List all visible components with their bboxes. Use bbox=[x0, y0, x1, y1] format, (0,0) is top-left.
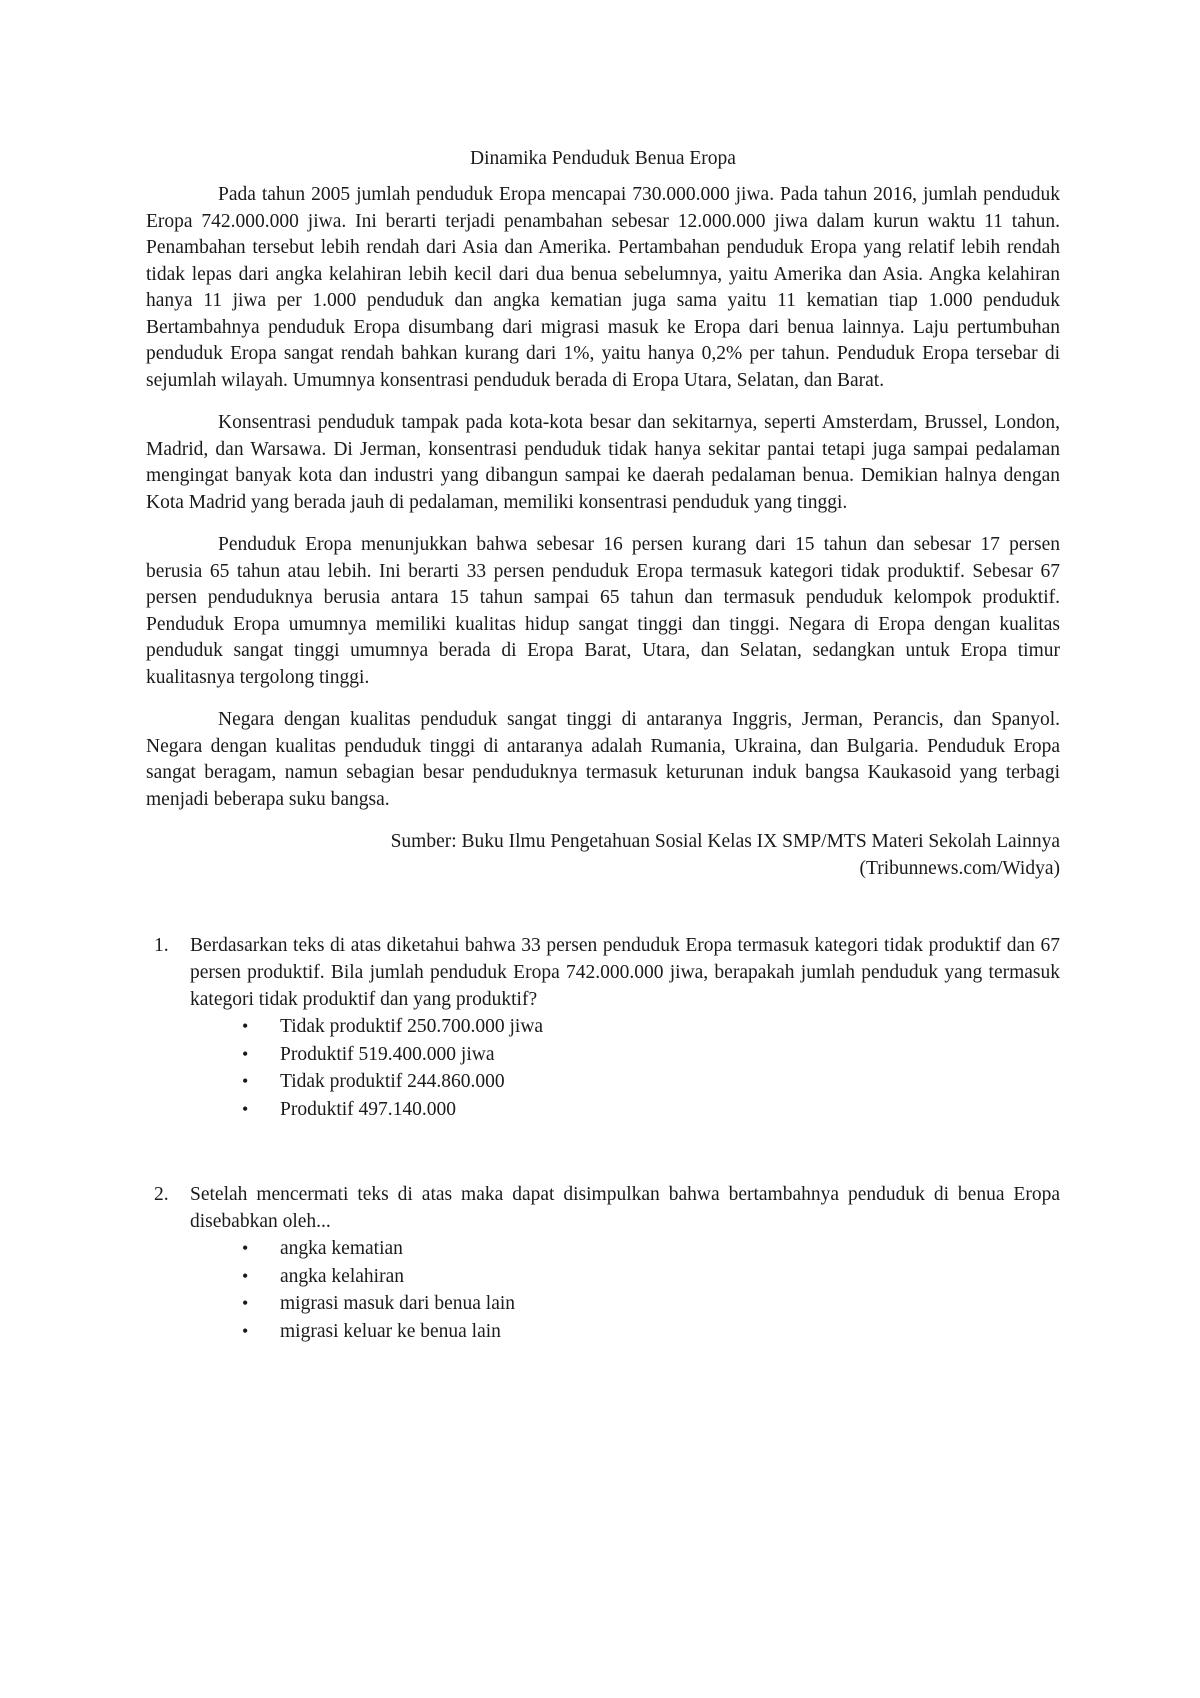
option-label: Tidak produktif 244.860.000 bbox=[280, 1071, 505, 1092]
question-text: Berdasarkan teks di atas diketahui bahwa 33 persen penduduk Eropa termasuk kategori tidak produktif dan 67 persen produktif. Bila jumlah penduduk Eropa 742.000.000 jiwa, berapakah jumlah penduduk yang termasuk kategori tidak produktif dan yang produktif? bbox=[190, 935, 1060, 1010]
source-line-2: (Tribunnews.com/Widya) bbox=[859, 857, 1060, 879]
question-number: 2. bbox=[154, 1184, 169, 1205]
bullet-icon: • bbox=[242, 1016, 249, 1036]
option-item bbox=[236, 1096, 1060, 1124]
option-label: Produktif 519.400.000 jiwa bbox=[280, 1043, 495, 1065]
option-label: Produktif 497.140.000 bbox=[280, 1098, 457, 1120]
option-item bbox=[236, 1318, 1060, 1346]
source-citation bbox=[146, 829, 1060, 882]
option-list bbox=[190, 1235, 1060, 1345]
question-1 bbox=[146, 932, 1060, 1123]
paragraph-1: Pada tahun 2005 jumlah penduduk Eropa mencapai 730.000.000 jiwa. Pada tahun 2016, jumlah penduduk Eropa 742.000.000 jiwa. Ini berarti terjadi penambahan sebesar 12.000.000 jiwa dalam kurun waktu 11 tahun. Penambahan tersebut lebih rendah dari Asia dan Amerika. Pertambahan penduduk Eropa yang relatif lebih rendah tidak lepas dari angka kelahiran lebih kecil dari dua benua sebelumnya, yaitu Amerika dan Asia. Angka kelahiran hanya 11 jiwa per 1.000 penduduk dan angka kematian juga sama yaitu 11 kematian tiap 1.000 penduduk Bertambahnya penduduk Eropa disumbang dari migrasi masuk ke Eropa dari benua lainnya. Laju pertumbuhan penduduk Eropa sangat rendah bahkan kurang dari 1%, yaitu hanya 0,2% per tahun. Penduduk Eropa tersebar di sejumlah wilayah. Umumnya konsentrasi penduduk berada di Eropa Utara, Selatan, dan Barat. bbox=[146, 184, 1060, 391]
option-item bbox=[236, 1041, 1060, 1069]
option-item bbox=[236, 1290, 1060, 1318]
bullet-icon: • bbox=[242, 1043, 249, 1064]
option-item bbox=[236, 1263, 1060, 1291]
option-item bbox=[236, 1235, 1060, 1263]
question-list bbox=[146, 932, 1060, 1345]
bullet-icon: • bbox=[242, 1265, 249, 1286]
option-list bbox=[190, 1013, 1060, 1123]
option-item bbox=[236, 1013, 1060, 1041]
bullet-icon: • bbox=[242, 1320, 249, 1341]
option-label: Tidak produktif 250.700.000 jiwa bbox=[280, 1016, 544, 1037]
bullet-icon: • bbox=[242, 1293, 249, 1313]
paragraph-4: Negara dengan kualitas penduduk sangat tinggi di antaranya Inggris, Jerman, Perancis, dan Spanyol. Negara dengan kualitas penduduk tinggi di antaranya adalah Rumania, Ukraina, dan Bulgaria. Penduduk Eropa sangat beragam, namun sebagian besar penduduknya termasuk keturunan induk bangsa Kaukasoid yang terbagi menjadi beberapa suku bangsa. bbox=[146, 709, 1060, 810]
source-line-1: Sumber: Buku Ilmu Pengetahuan Sosial Kelas IX SMP/MTS Materi Sekolah Lainnya bbox=[390, 831, 1060, 852]
bullet-icon: • bbox=[242, 1071, 249, 1091]
document-title: Dinamika Penduduk Benua Eropa bbox=[470, 148, 736, 169]
bullet-icon: • bbox=[242, 1098, 249, 1119]
bullet-icon: • bbox=[242, 1238, 249, 1258]
question-number: 1. bbox=[154, 935, 169, 956]
option-label: migrasi keluar ke benua lain bbox=[280, 1320, 501, 1342]
paragraph-2: Konsentrasi penduduk tampak pada kota-kota besar dan sekitarnya, seperti Amsterdam, Brussel, London, Madrid, dan Warsawa. Di Jerman, konsentrasi penduduk tidak hanya sekitar pantai tetapi juga sampai pedalaman mengingat banyak kota dan industri yang dibangun sampai ke daerah pedalaman benua. Demikian halnya dengan Kota Madrid yang berada jauh di pedalaman, memiliki konsentrasi penduduk yang tinggi. bbox=[146, 412, 1060, 513]
question-text: Setelah mencermati teks di atas maka dapat disimpulkan bahwa bertambahnya penduduk di benua Eropa disebabkan oleh... bbox=[190, 1184, 1060, 1232]
document-page bbox=[146, 146, 1060, 1403]
paragraph-3: Penduduk Eropa menunjukkan bahwa sebesar 16 persen kurang dari 15 tahun dan sebesar 17 persen berusia 65 tahun atau lebih. Ini berarti 33 persen penduduk Eropa termasuk kategori tidak produktif. Sebesar 67 persen penduduknya berusia antara 15 tahun sampai 65 tahun dan termasuk penduduk kelompok produktif. Penduduk Eropa umumnya memiliki kualitas hidup sangat tinggi dan tinggi. Negara di Eropa dengan kualitas penduduk sangat tinggi umumnya berada di Eropa Barat, Utara, dan Selatan, sedangkan untuk Eropa timur kualitasnya tergolong tinggi. bbox=[146, 534, 1060, 688]
option-item bbox=[236, 1068, 1060, 1096]
option-label: angka kelahiran bbox=[280, 1265, 404, 1287]
option-label: migrasi masuk dari benua lain bbox=[280, 1293, 516, 1314]
option-label: angka kematian bbox=[280, 1238, 403, 1259]
question-2 bbox=[146, 1181, 1060, 1345]
